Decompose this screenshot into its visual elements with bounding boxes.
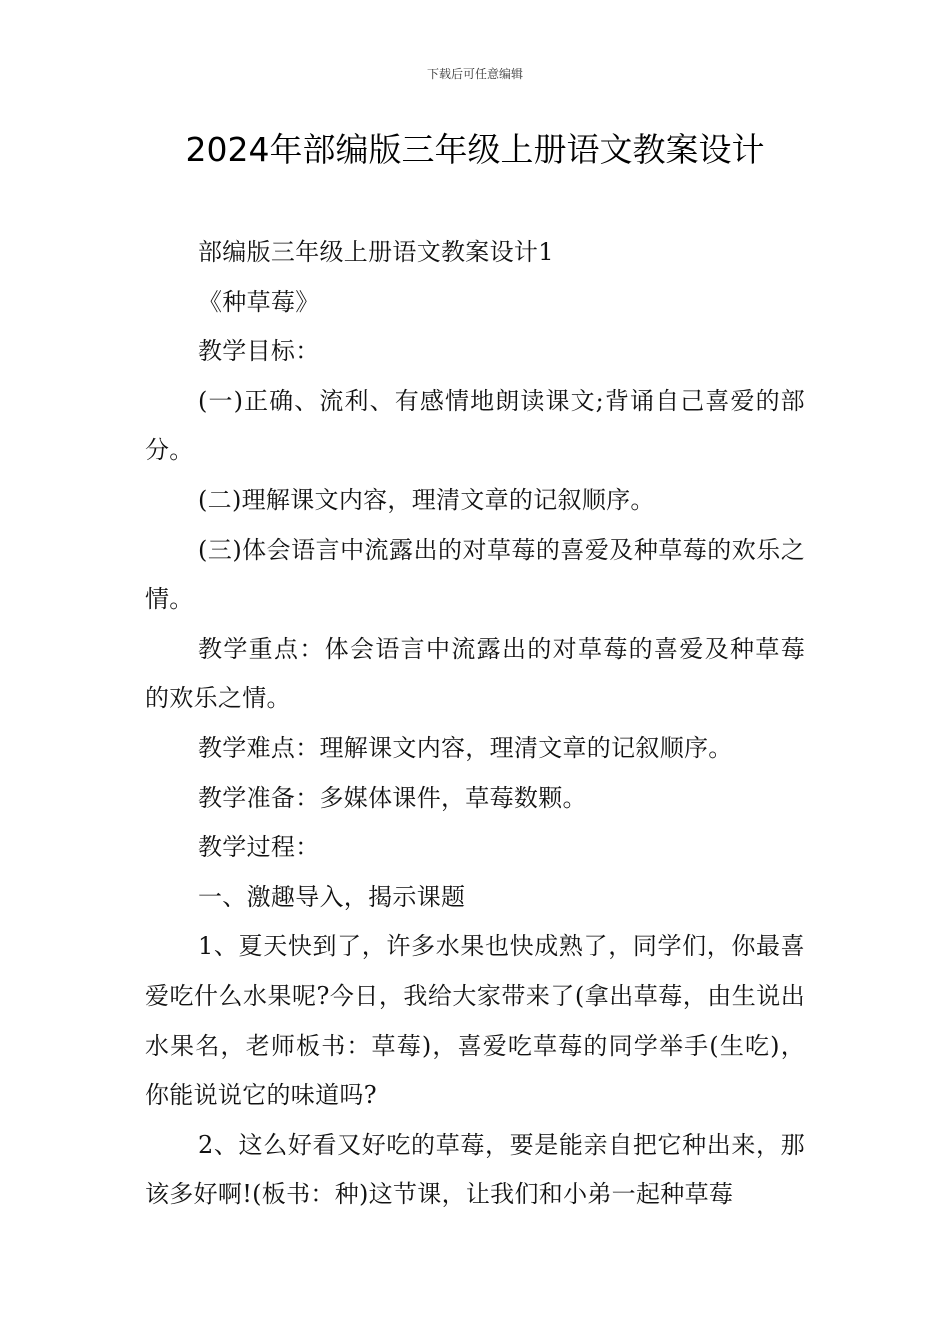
page-header-note: 下载后可任意编辑 bbox=[426, 67, 523, 81]
objectives-heading: 教学目标： bbox=[198, 337, 320, 366]
objective-item-2: (二)理解课文内容，理清文章的记叙顺序。 bbox=[198, 485, 655, 514]
objective-item-1: (一)正确、流利、有感情地朗读课文;背诵自己喜爱的部分。 bbox=[145, 386, 805, 465]
process-heading: 教学过程： bbox=[198, 833, 320, 862]
document-body bbox=[145, 228, 805, 1220]
step-paragraph-2: 2、这么好看又好吃的草莓，要是能亲自把它种出来，那该多好啊!(板书：种)这节课，让我们和小弟一起种草莓 bbox=[145, 1130, 805, 1209]
objective-item-3: (三)体会语言中流露出的对草莓的喜爱及种草莓的欢乐之情。 bbox=[145, 535, 805, 614]
step-heading-1: 一、激趣导入，揭示课题 bbox=[198, 882, 466, 911]
step-paragraph-1: 1、夏天快到了，许多水果也快成熟了，同学们，你最喜爱吃什么水果呢?今日，我给大家带来了(拿出草莓，由生说出水果名，老师板书：草莓)，喜爱吃草莓的同学举手(生吃)，你能说说它的味道吗? bbox=[145, 932, 805, 1110]
document-title: 2024年部编版三年级上册语文教案设计 bbox=[185, 130, 765, 169]
lesson-title: 《种草莓》 bbox=[198, 287, 320, 316]
section-heading: 部编版三年级上册语文教案设计1 bbox=[198, 238, 554, 266]
teaching-preparation: 教学准备：多媒体课件，草莓数颗。 bbox=[198, 783, 587, 812]
teaching-focus: 教学重点：体会语言中流露出的对草莓的喜爱及种草莓的欢乐之情。 bbox=[145, 634, 805, 713]
teaching-difficulty: 教学难点：理解课文内容，理清文章的记叙顺序。 bbox=[198, 733, 733, 762]
